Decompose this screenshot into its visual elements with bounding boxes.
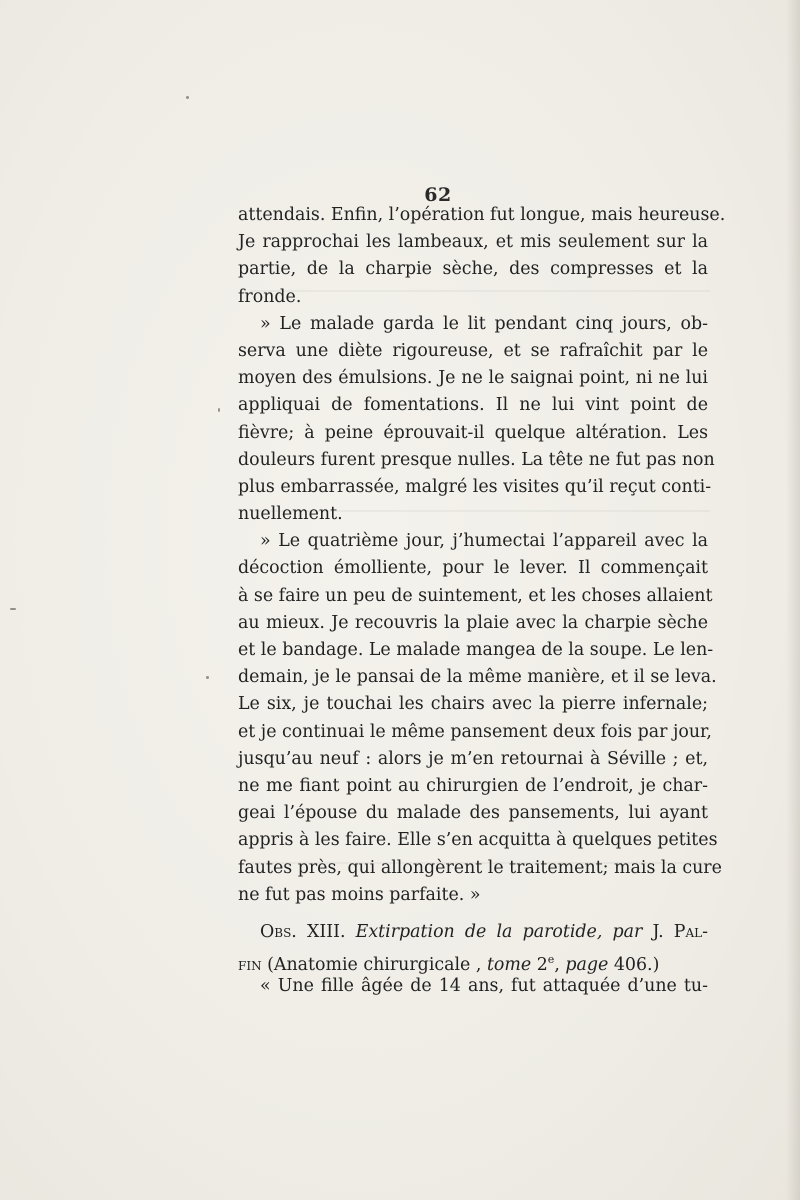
text-line: partie, de la charpie sèche, des compresses et la <box>238 259 708 280</box>
paper-speck <box>186 96 189 99</box>
text-line: « Une fille âgée de 14 ans, fut attaquée d’une tu- <box>260 976 708 997</box>
text-line: plus embarrassée, malgré les visites qu’il reçut conti- <box>238 476 712 497</box>
page-number: 62 <box>424 184 452 206</box>
text-line: douleurs furent presque nulles. La tête ne fut pas non <box>238 449 715 470</box>
page-value: 406.) <box>613 954 660 975</box>
text-line: moyen des émulsions. Je ne le saignai point, ni ne lui <box>238 368 708 389</box>
text-line: appliquai de fomentations. Il ne lui vint point de <box>238 395 708 416</box>
text-line: nuellement. <box>238 504 343 525</box>
text-line: demain, je le pansai de la même manière, et il se leva. <box>238 667 717 688</box>
text-line: attendais. Enfin, l’opération fut longue, mais heureuse. <box>238 205 726 225</box>
paper-speck <box>10 608 16 610</box>
text-line: jusqu’au neuf : alors je m’en retournai à Séville ; et, <box>238 748 708 769</box>
text-line: » Le malade garda le lit pendant cinq jours, ob- <box>260 313 708 334</box>
body-text <box>238 202 726 1000</box>
text-line: fronde. <box>238 286 302 307</box>
page-edge-shadow <box>786 0 800 1200</box>
tome-value: 2 <box>536 954 548 975</box>
paper-speck <box>218 408 220 412</box>
text-line: geai l’épouse du malade des pansements, lui ayant <box>238 803 708 824</box>
text-line: et je continuai le même pansement deux fois par jour, <box>238 721 712 742</box>
text-line: fièvre; à peine éprouvait-il quelque altération. Les <box>238 422 708 443</box>
tome-word: tome <box>486 954 532 975</box>
text-line: appris à les faire. Elle s’en acquitta à quelques petites <box>238 830 718 851</box>
text-line: au mieux. Je recouvris la plaie avec la charpie sèche <box>238 612 708 633</box>
text-line: et le bandage. Le malade mangea de la soupe. Le len- <box>238 640 714 660</box>
paper-speck <box>206 676 209 679</box>
text-line: Le six, je touchai les chairs avec la pierre infernale; <box>238 694 708 715</box>
text-line: ne fut pas moins parfaite. » <box>238 884 481 905</box>
text-line: décoction émolliente, pour le lever. Il commençait <box>238 558 708 579</box>
observation-heading <box>238 919 708 946</box>
observation-label: Obs. XIII. <box>260 921 346 942</box>
observation-source: fin (Anatomie chirurgicale , tome 2e, page 406.) <box>238 953 660 975</box>
text-line: Je rapprochai les lambeaux, et mis seulement sur la <box>238 232 708 253</box>
observation-author: J. Pal- <box>652 921 709 942</box>
text-line: fautes près, qui allongèrent le traitement; mais la cure <box>238 857 722 878</box>
observation-author-cont: fin <box>238 954 262 975</box>
page-word: page <box>565 954 609 975</box>
tome-superscript: e <box>547 953 555 967</box>
paragraph-gap <box>238 909 708 919</box>
text-line: ne me fiant point au chirurgien de l’endroit, je char- <box>238 775 708 796</box>
text-line: » Le quatrième jour, j’humectai l’appareil avec la <box>260 531 708 552</box>
observation-title: Extirpation de la parotide, par <box>355 921 643 942</box>
source-open: (Anatomie chirurgicale , <box>267 954 482 975</box>
text-line: à se faire un peu de suintement, et les choses allaient <box>238 585 713 606</box>
text-line: serva une diète rigoureuse, et se rafraîchit par le <box>238 340 708 361</box>
